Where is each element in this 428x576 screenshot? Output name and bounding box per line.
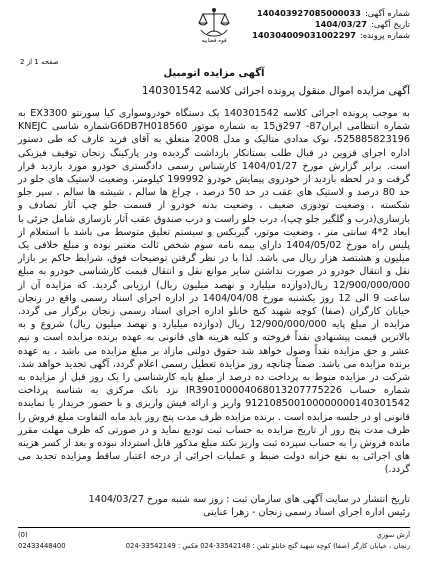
- ad-date: 1404/03/27: [314, 19, 368, 29]
- contact-bar-top: [18, 531, 410, 539]
- ad-number-label: شماره آگهی:: [364, 8, 410, 18]
- page-number: صفحه 1 از 2: [20, 58, 59, 66]
- case-number-row: [235, 30, 410, 41]
- contact-bar: [18, 527, 410, 550]
- fax-number: 02433448400: [18, 542, 66, 550]
- ad-number: 140403927085000033: [257, 8, 361, 18]
- signer-line: رئیس اداره اجرای اسناد رسمی زنجان - زهرا عنایتی: [203, 507, 410, 519]
- scales-emblem-icon: [197, 6, 231, 38]
- signature-name: آرش سوري: [376, 531, 410, 539]
- publish-date-line: تاریخ انتشار در سایت آگهی های سازمان ثبت : روز سه شنبه مورخ 1404/03/27: [88, 493, 410, 505]
- judiciary-emblem: [192, 6, 236, 45]
- case-number: 140304009031002297: [252, 30, 357, 40]
- document-title: آگهی مزایده اتومبیل: [163, 68, 265, 79]
- ad-meta: [235, 8, 410, 41]
- ad-number-row: [235, 8, 410, 19]
- left-code: (0): [18, 531, 28, 539]
- emblem-caption: قوه قضاییه: [201, 38, 227, 44]
- office-address: زنجان ، خیابان کارگر (صفا) کوچه شهید گنج خانلو تلفن : 33542148-024 فکس : 33542149-024: [125, 542, 410, 550]
- case-number-label: شماره پرونده:: [360, 30, 410, 40]
- document-header: [18, 6, 410, 66]
- auction-notice-body: به موجب پرونده اجرائی کلاسه 140301542 یک دستگاه خودروسواری کیا سورنتو EX3300 به شماره انتظامی ایران87- 297ق15 به شماره موتور G6DB7H018560شماره شاسی KNEJC 525885823196، نوک مدادی متالیک و مدل 2008 متعلق به آقای فرید عارف که طی دستور اداره اجرای قزوین در قبال طلب بستانکار بازداشت گردیده ودر پارکینگ زنجان توقیف فیزیکی است. برابر گزارش مورخ 1404/01/27 کارشناس رسمی دادگستری خودرو مورد بازدید قرار گرفت و در لحظه بازدید از خودروی پیمایش خودرو 199992 کیلومتر، وضعیت لاستیک های جلو در حد 80 درصد و لاستیک های عقب در حد 50 درصد ، چراغ ها سالم ، شیشه ها سالم ، سپر جلو شکسته ، وضعیت تودوزی ضعیف ، وضعیت بدنه خودرو از قسمت جلو چپ آثار تصادف و بازسازی(درب و گلگیر جلو چپ)، درب جلو راست و درب صندوق عقب آثار بازسازی شامل جزئی با ابعاد 2*4 سانتی متر ، وضعیت موتور، گیربکس و سیستم تعلیق متوسط می باشد با استعلام از پلیس راه مورخ 1404/05/02 دارای بیمه نامه سوم شخص ثالث معتبر بوده و مبلغ خلافی یک میلیون و هشتصد هزار ریال می باشد. لذا با در نظر گرفتن توضیحات فوق، شرایط حاکم بر بازار نقل و انتقال خودرو در صورت نداشتن سایر موانع نقل و انتقال قیمت کارشناسی خودرو به مبلغ 12/900/000/000 ریال(دوازده میلیارد و نهصد میلیون ریال) ارزیابی گردید. که مزایده آن از ساعت 9 الی 12 روز یکشنبه مورخ 1404/04/08 در اداره اجرای اسناد رسمی واقع در زنجان خیابان کارگران (صفا) کوچه شهید کنج خانلو اداره اجرای اسناد رسمی زنجان برگزار می گردد. مزایده از مبلغ پایه 12/900/000/000 ریال (دوازده میلیارد و نهصد میلیون ریال) شروع و به بالاترین قیمت پیشنهادی نقداً فروخته و کلیه هزینه های قانونی به عهده برنده مزایده است و نیم عشر و حق مزایده نقداً وصول خواهد شد حقوق دولتی مازاد بر مبلغ مزایده می باشد ، به عهده برنده مزایده می باشد. ضمناً چنانچه روز مزایده تعطیل رسمی اعلام گردد، آگهی تجدید خواهد شد. شرکت در مزایده منوط به پرداخت ده درصد از مبلغ پایه کارشناسی را یک روز قبل از مزایده به شماره حساب IR390100004068013207775226 نزد بانک مرکزی به شناسه پرداخت 912108500100000000140301542 واریز و ارائه فیش واریزی و با حضور خریدار یا نماینده قانونی او در جلسه مزایده است . برنده مزایده ظرف مدت پنج روز باید مابه التفاوت مبلغ فروش را ظرف مدت پنج روز از تاریخ مزایده به حساب ثبت تودیع نماید و در صورتی که ظرف مهلت مقرر مانده فروش را به حساب سپرده ثبت واریز نکند مبلغ مذکور قابل استرداد نبوده و بعد از کسر هزینه های اجرائی به نفع خزانه دولت ضبط و عملیات اجرائی از درجه اعتبار ساقط ومزایده تجدید می گردد.): [18, 108, 411, 476]
- notice-footer: [18, 493, 410, 520]
- ad-date-row: [235, 19, 410, 30]
- contact-bar-bottom: [18, 542, 410, 550]
- document-subtitle: آگهی مزایده اموال منقول پرونده اجرائی کلاسه 140301542: [141, 85, 410, 97]
- ad-date-label: تاریخ آگهی:: [371, 19, 410, 29]
